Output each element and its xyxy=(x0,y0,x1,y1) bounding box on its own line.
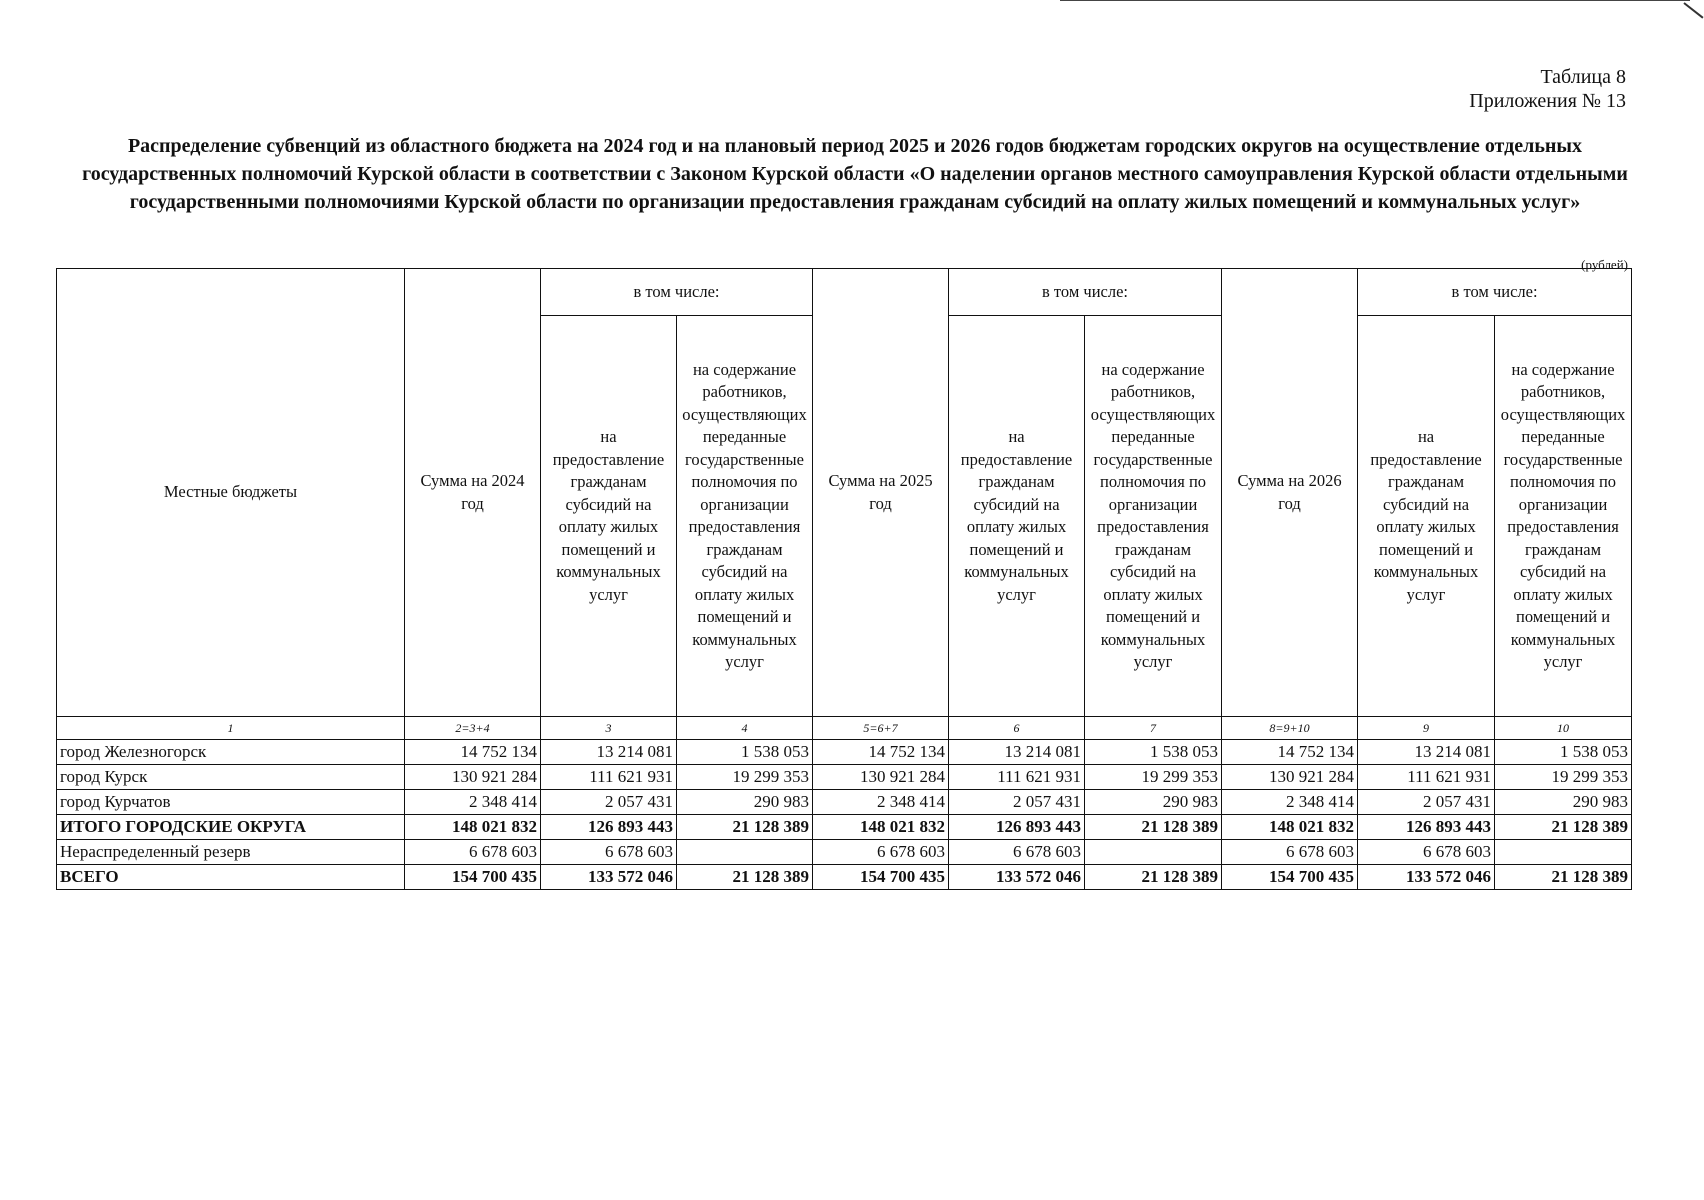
col-staff-2025: на содержание работников, осуществляющих переданные государственные полномочия по организации предоставления гражданам субсидий на оплату жилых помещений и коммунальных услуг xyxy=(1085,316,1222,717)
table-cell: 1 538 053 xyxy=(1085,740,1222,765)
table-cell: 290 983 xyxy=(1085,790,1222,815)
table-cell: 6 678 603 xyxy=(541,840,677,865)
table-cell: 2 057 431 xyxy=(1358,790,1495,815)
row-name: ВСЕГО xyxy=(57,865,405,890)
table-cell: 13 214 081 xyxy=(1358,740,1495,765)
table-cell: 6 678 603 xyxy=(949,840,1085,865)
table-cell: 126 893 443 xyxy=(1358,815,1495,840)
table-cell: 2 348 414 xyxy=(405,790,541,815)
table-cell: 1 538 053 xyxy=(677,740,813,765)
table-cell: 14 752 134 xyxy=(1222,740,1358,765)
table-row xyxy=(57,740,1632,765)
table-cell: 14 752 134 xyxy=(813,740,949,765)
col-staff-2026: на содержание работников, осуществляющих переданные государственные полномочия по организации предоставления гражданам субсидий на оплату жилых помещений и коммунальных услуг xyxy=(1495,316,1632,717)
table-cell: 6 678 603 xyxy=(813,840,949,865)
table-cell: 133 572 046 xyxy=(1358,865,1495,890)
units-label: (рублей) xyxy=(1581,257,1628,272)
table-cell: 21 128 389 xyxy=(677,865,813,890)
col-including-2025: в том числе: xyxy=(949,269,1222,316)
table-number-block xyxy=(1469,65,1626,113)
table-cell: 148 021 832 xyxy=(405,815,541,840)
table-cell: 1 538 053 xyxy=(1495,740,1632,765)
table-cell xyxy=(677,840,813,865)
table-cell: 21 128 389 xyxy=(677,815,813,840)
table-cell: 2 057 431 xyxy=(949,790,1085,815)
scan-corner-mark xyxy=(1683,2,1703,18)
table-cell: 21 128 389 xyxy=(1085,865,1222,890)
appendix-label: Приложения № 13 xyxy=(1469,90,1626,112)
row-name: город Курск xyxy=(57,765,405,790)
table-cell: 130 921 284 xyxy=(405,765,541,790)
col-including-2026: в том числе: xyxy=(1358,269,1632,316)
table-cell: 130 921 284 xyxy=(1222,765,1358,790)
col-including-2024: в том числе: xyxy=(541,269,813,316)
table-cell: 154 700 435 xyxy=(405,865,541,890)
column-number: 2=3+4 xyxy=(405,717,541,740)
table-cell: 2 348 414 xyxy=(813,790,949,815)
table-cell: 148 021 832 xyxy=(1222,815,1358,840)
table-cell: 130 921 284 xyxy=(813,765,949,790)
table-cell: 290 983 xyxy=(1495,790,1632,815)
column-number: 4 xyxy=(677,717,813,740)
subvention-table xyxy=(56,268,1632,890)
total-row xyxy=(57,865,1632,890)
table-cell: 148 021 832 xyxy=(813,815,949,840)
table-cell: 13 214 081 xyxy=(541,740,677,765)
table-cell: 19 299 353 xyxy=(1495,765,1632,790)
column-number: 1 xyxy=(57,717,405,740)
table-cell: 111 621 931 xyxy=(949,765,1085,790)
table-cell: 2 057 431 xyxy=(541,790,677,815)
col-subsidies-2025: на предоставление гражданам субсидий на оплату жилых помещений и коммунальных услуг xyxy=(949,316,1085,717)
header-row-top xyxy=(57,269,1632,316)
document-title: Распределение субвенций из областного бюджета на 2024 год и на плановый период 2025 и 2026 годов бюджетам городских округов на осуществление отдельных государственных полномочий Курской области в соответствии с Законом Курской области «О наделении органов местного самоуправления Курской области отдельными государственными полномочиями Курской области по организации предоставления гражданам субсидий на оплату жилых помещений и коммунальных услуг» xyxy=(82,135,1628,213)
column-number: 7 xyxy=(1085,717,1222,740)
column-number: 10 xyxy=(1495,717,1632,740)
table-cell: 14 752 134 xyxy=(405,740,541,765)
table-cell: 133 572 046 xyxy=(949,865,1085,890)
table-cell: 19 299 353 xyxy=(677,765,813,790)
table-cell: 2 348 414 xyxy=(1222,790,1358,815)
table-cell: 111 621 931 xyxy=(541,765,677,790)
table-cell: 111 621 931 xyxy=(1358,765,1495,790)
table-cell: 133 572 046 xyxy=(541,865,677,890)
table-cell: 6 678 603 xyxy=(1358,840,1495,865)
table-cell xyxy=(1085,840,1222,865)
table-cell: 126 893 443 xyxy=(949,815,1085,840)
column-number: 6 xyxy=(949,717,1085,740)
table-cell: 6 678 603 xyxy=(405,840,541,865)
table-row xyxy=(57,840,1632,865)
table-cell: 126 893 443 xyxy=(541,815,677,840)
table-cell: 154 700 435 xyxy=(1222,865,1358,890)
table-cell: 21 128 389 xyxy=(1495,865,1632,890)
column-number-row xyxy=(57,717,1632,740)
table-cell: 154 700 435 xyxy=(813,865,949,890)
col-sum-2026: Сумма на 2026 год xyxy=(1222,269,1358,717)
col-sum-2025: Сумма на 2025 год xyxy=(813,269,949,717)
col-staff-2024: на содержание работников, осуществляющих переданные государственные полномочия по организации предоставления гражданам субсидий на оплату жилых помещений и коммунальных услуг xyxy=(677,316,813,717)
table-cell: 290 983 xyxy=(677,790,813,815)
table-cell: 21 128 389 xyxy=(1085,815,1222,840)
col-subsidies-2026: на предоставление гражданам субсидий на оплату жилых помещений и коммунальных услуг xyxy=(1358,316,1495,717)
table-label: Таблица 8 xyxy=(1540,66,1626,88)
table-cell: 21 128 389 xyxy=(1495,815,1632,840)
col-sum-2024: Сумма на 2024 год xyxy=(405,269,541,717)
row-name: город Курчатов xyxy=(57,790,405,815)
column-number: 8=9+10 xyxy=(1222,717,1358,740)
col-subsidies-2024: на предоставление гражданам субсидий на оплату жилых помещений и коммунальных услуг xyxy=(541,316,677,717)
table-cell: 19 299 353 xyxy=(1085,765,1222,790)
table-cell: 13 214 081 xyxy=(949,740,1085,765)
table-row xyxy=(57,765,1632,790)
col-local-budgets: Местные бюджеты xyxy=(57,269,405,717)
table-cell xyxy=(1495,840,1632,865)
column-number: 3 xyxy=(541,717,677,740)
scan-edge-line xyxy=(1060,0,1690,1)
table-cell: 6 678 603 xyxy=(1222,840,1358,865)
row-name: город Железногорск xyxy=(57,740,405,765)
column-number: 5=6+7 xyxy=(813,717,949,740)
column-number: 9 xyxy=(1358,717,1495,740)
table-row xyxy=(57,790,1632,815)
row-name: Нераспределенный резерв xyxy=(57,840,405,865)
subtotal-row xyxy=(57,815,1632,840)
row-name: ИТОГО ГОРОДСКИЕ ОКРУГА xyxy=(57,815,405,840)
